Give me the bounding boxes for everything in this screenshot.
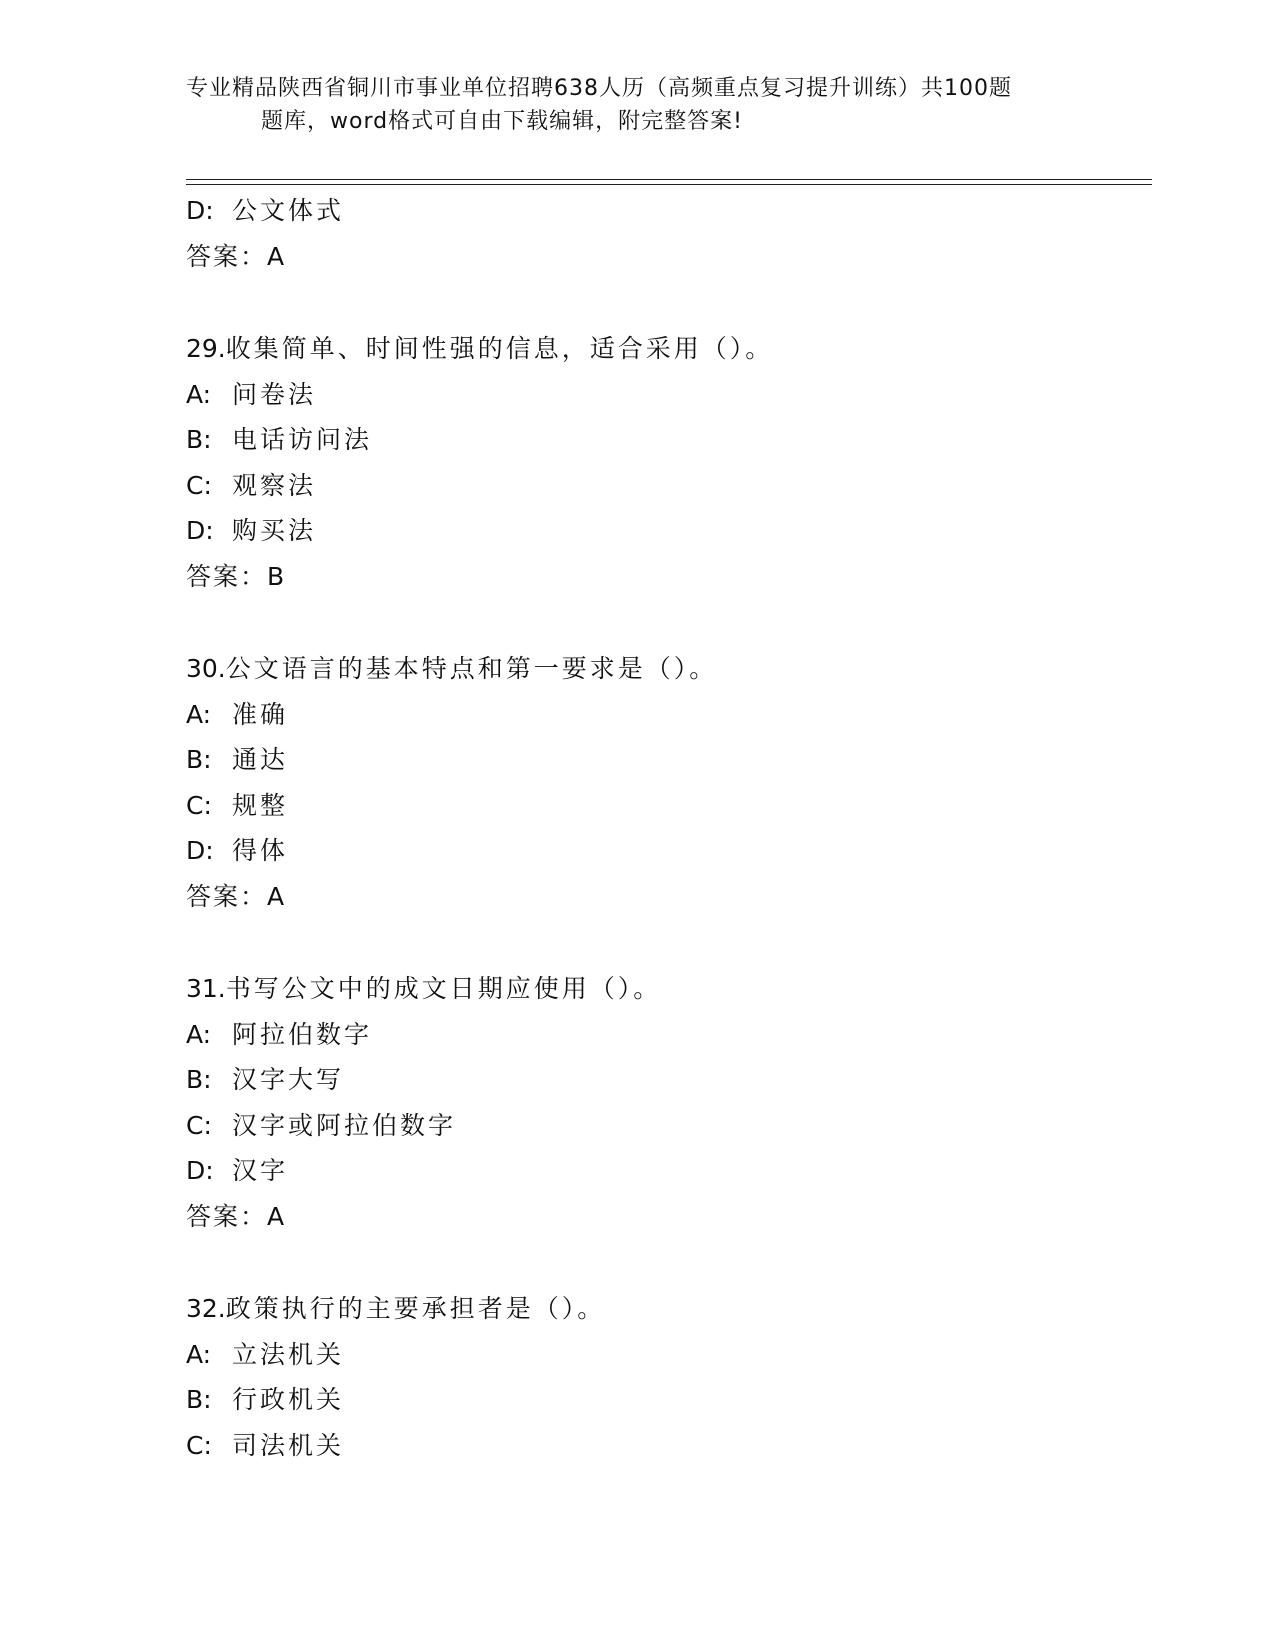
option-text: 公文体式 <box>232 196 345 225</box>
option-text: 得体 <box>232 836 289 865</box>
option-b <box>186 1377 1146 1423</box>
option-text: 司法机关 <box>232 1430 345 1460</box>
option-letter: D: <box>186 196 214 225</box>
option-letter: D: <box>186 1156 214 1185</box>
option-letter: A: <box>186 699 212 729</box>
option-text: 观察法 <box>232 470 317 500</box>
option-letter: D: <box>186 516 214 545</box>
option-a <box>186 692 1146 738</box>
option-d <box>186 508 1146 554</box>
option-text: 汉字或阿拉伯数字 <box>232 1110 457 1140</box>
option-text: 通达 <box>232 745 289 774</box>
question-number: 30. <box>186 654 226 683</box>
option-letter: A: <box>186 1019 212 1049</box>
option-d <box>186 828 1146 874</box>
option-a <box>186 372 1146 418</box>
option-text: 汉字大写 <box>232 1065 345 1094</box>
option-a <box>186 1012 1146 1058</box>
question-text: 政策执行的主要承担者是（）。 <box>225 1294 606 1323</box>
header-rule-top <box>186 179 1152 180</box>
option-d <box>186 188 1146 234</box>
answer-line: 答案：B <box>186 561 287 591</box>
option-letter: B: <box>186 745 212 774</box>
question-text: 公文语言的基本特点和第一要求是（）。 <box>225 654 718 683</box>
option-c <box>186 783 1146 829</box>
option-c <box>186 1423 1146 1469</box>
option-text: 立法机关 <box>232 1339 345 1369</box>
answer-line: 答案：A <box>186 241 287 271</box>
question-stem <box>186 326 1146 372</box>
option-text: 阿拉伯数字 <box>232 1019 373 1049</box>
option-b <box>186 737 1146 783</box>
question-stem <box>186 646 1146 692</box>
option-letter: C: <box>186 790 212 820</box>
header-line-1: 专业精品陕西省铜川市事业单位招聘638人历（高频重点复习提升训练）共100题 <box>186 76 1012 101</box>
question-stem <box>186 966 1146 1012</box>
option-letter: B: <box>186 1065 212 1094</box>
option-letter: D: <box>186 836 214 865</box>
question-stem <box>186 1286 1146 1332</box>
option-letter: B: <box>186 425 212 454</box>
question-number: 31. <box>186 974 226 1003</box>
question-text: 收集简单、时间性强的信息，适合采用（）。 <box>225 334 774 363</box>
question-list <box>186 188 1146 1468</box>
option-text: 准确 <box>232 699 289 729</box>
header-line-2: 题库，word格式可自由下载编辑，附完整答案! <box>261 109 743 134</box>
option-text: 电话访问法 <box>232 425 373 454</box>
answer-line: 答案：A <box>186 881 287 911</box>
question-number: 32. <box>186 1294 226 1323</box>
option-a <box>186 1332 1146 1378</box>
question-text: 书写公文中的成文日期应使用（）。 <box>225 974 662 1003</box>
header-rule-bottom <box>186 184 1152 185</box>
option-letter: B: <box>186 1385 212 1414</box>
option-c <box>186 463 1146 509</box>
option-c <box>186 1103 1146 1149</box>
option-letter: C: <box>186 1430 212 1460</box>
option-text: 购买法 <box>232 516 317 545</box>
option-d <box>186 1148 1146 1194</box>
question-number: 29. <box>186 334 226 363</box>
option-letter: C: <box>186 470 212 500</box>
answer-line: 答案：A <box>186 1201 287 1231</box>
document-header <box>186 72 1086 138</box>
option-text: 问卷法 <box>232 379 317 409</box>
option-text: 规整 <box>232 790 289 820</box>
option-letter: A: <box>186 1339 212 1369</box>
option-text: 汉字 <box>232 1156 289 1185</box>
option-letter: A: <box>186 379 212 409</box>
option-letter: C: <box>186 1110 212 1140</box>
option-b <box>186 1057 1146 1103</box>
option-b <box>186 417 1146 463</box>
option-text: 行政机关 <box>232 1385 345 1414</box>
